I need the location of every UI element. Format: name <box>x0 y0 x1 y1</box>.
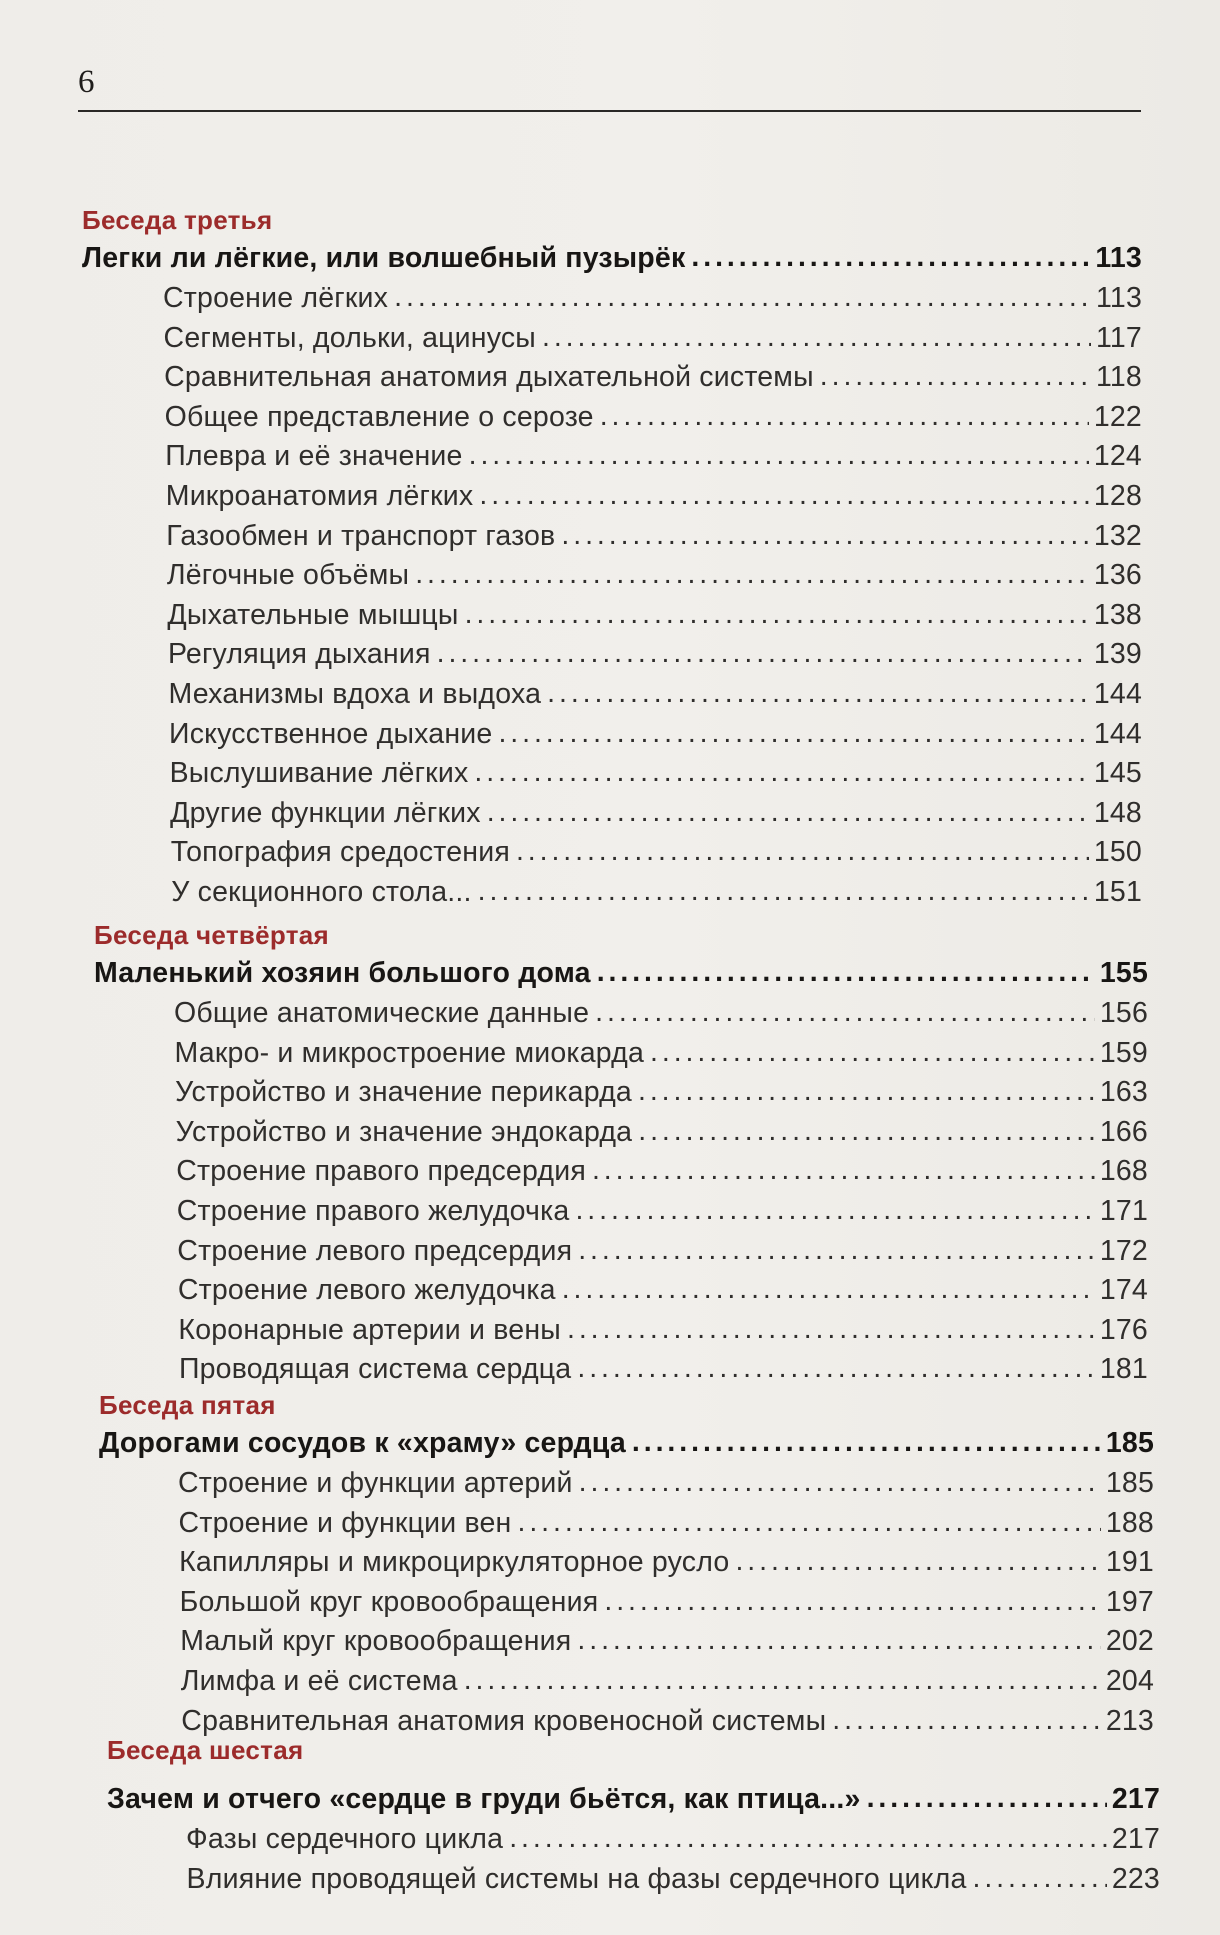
chapter-page: 113 <box>1095 242 1142 274</box>
chapter-page: 217 <box>1111 1783 1160 1815</box>
dot-leader <box>474 754 1088 790</box>
toc-item-title: Искусственное дыхание <box>169 717 493 750</box>
toc-item-title: Капилляры и микроциркуляторное русло <box>179 1546 730 1579</box>
toc-item-page: 150 <box>1093 836 1142 869</box>
toc-item-page: 176 <box>1099 1313 1148 1346</box>
toc-item <box>170 795 1142 831</box>
toc-item-page: 202 <box>1105 1625 1154 1658</box>
toc-item-page: 139 <box>1093 638 1142 671</box>
toc-item-page: 213 <box>1105 1704 1154 1737</box>
chapter-entry <box>99 1425 1154 1461</box>
toc-item-title: Строение правого предсердия <box>176 1155 586 1188</box>
toc-item-title: Строение и функции артерий <box>178 1467 573 1499</box>
dot-leader <box>867 1780 1107 1816</box>
toc-item-title: Плевра и её значение <box>165 440 463 473</box>
toc-item-title: Устройство и значение перикарда <box>175 1076 632 1109</box>
dot-leader <box>487 794 1089 830</box>
chapter-entry <box>107 1781 1160 1817</box>
toc-item <box>170 755 1142 791</box>
page-number: 6 <box>78 64 95 100</box>
chapter-page: 185 <box>1105 1427 1154 1459</box>
dot-leader <box>478 873 1089 909</box>
toc-item-title: Механизмы вдоха и выдоха <box>168 678 542 710</box>
dot-leader <box>516 833 1089 869</box>
toc-item-page: 144 <box>1093 678 1142 710</box>
dot-leader <box>632 1424 1101 1460</box>
toc-item <box>168 636 1142 672</box>
toc-item-title: Строение левого предсердия <box>177 1234 573 1267</box>
toc-item-page: 166 <box>1099 1115 1148 1148</box>
toc-item-page: 113 <box>1095 282 1142 314</box>
toc-item-page: 191 <box>1105 1546 1154 1579</box>
dot-leader <box>597 954 1095 990</box>
chapter-page: 155 <box>1099 957 1148 989</box>
toc-item-title: Проводящая система сердца <box>178 1353 572 1386</box>
toc-item-page: 181 <box>1099 1353 1148 1386</box>
toc-item-title: Устройство и значение эндокарда <box>175 1115 633 1148</box>
toc-item-title: Строение правого желудочка <box>176 1195 570 1227</box>
toc-item <box>174 995 1148 1031</box>
chapter-entry <box>82 240 1142 276</box>
toc-item-title: Большой круг кровообращения <box>179 1585 599 1618</box>
dot-leader <box>820 358 1091 394</box>
toc-item-title: Общие анатомические данные <box>174 997 590 1029</box>
dot-leader <box>650 1034 1095 1070</box>
toc-item-title: Топография средостения <box>170 836 510 869</box>
dot-leader <box>577 1622 1100 1658</box>
toc-item <box>186 1821 1160 1857</box>
toc-item-page: 118 <box>1095 361 1142 394</box>
dot-leader <box>595 994 1095 1030</box>
toc-item <box>179 1351 1148 1387</box>
dot-leader <box>832 1702 1101 1738</box>
toc-item <box>171 874 1142 910</box>
dot-leader <box>415 556 1089 592</box>
toc-item <box>167 557 1142 593</box>
dot-leader <box>691 239 1090 275</box>
toc-item <box>177 1193 1148 1229</box>
toc-item-title: Строение левого желудочка <box>177 1274 556 1307</box>
toc-item-page: 136 <box>1093 559 1142 592</box>
dot-leader <box>469 437 1089 473</box>
toc-item <box>167 597 1142 633</box>
toc-item-title: Макро- и микростроение миокарда <box>174 1036 645 1069</box>
dot-leader <box>604 1583 1100 1619</box>
chapter-title: Дорогами сосудов к «храму» сердца <box>99 1427 626 1459</box>
toc-item-title: Строение и функции вен <box>178 1506 512 1539</box>
dot-leader <box>561 517 1088 553</box>
toc-item-title: Коронарные артерии и вены <box>178 1313 561 1346</box>
toc-item-page: 217 <box>1111 1823 1160 1855</box>
toc-item-page: 188 <box>1105 1506 1154 1539</box>
toc-item-title: Выслушивание лёгких <box>169 757 469 790</box>
chapter-entry <box>94 955 1148 991</box>
toc-item-page: 117 <box>1095 321 1142 354</box>
toc-item-title: Строение лёгких <box>163 282 389 314</box>
toc-item-title: Газообмен и транспорт газов <box>166 519 556 552</box>
section-label: Беседа шестая <box>107 1735 304 1765</box>
toc-item <box>163 280 1142 316</box>
toc-item-page: 168 <box>1099 1155 1148 1188</box>
toc-item-page: 185 <box>1105 1467 1154 1499</box>
toc-item-title: Другие функции лёгких <box>170 796 481 829</box>
dot-leader <box>509 1820 1107 1856</box>
toc-item-page: 144 <box>1093 717 1142 750</box>
toc-item-title: Общее представление о серозе <box>164 400 594 433</box>
toc-item <box>178 1272 1148 1308</box>
toc-item-title: Сравнительная анатомия дыхательной системы <box>164 361 814 394</box>
dot-leader <box>567 1311 1095 1347</box>
dot-leader <box>577 1350 1094 1386</box>
dot-leader <box>600 398 1089 434</box>
toc-item <box>166 518 1142 554</box>
dot-leader <box>464 1662 1101 1698</box>
dot-leader <box>592 1152 1095 1188</box>
toc-item <box>179 1505 1154 1541</box>
toc-item-title: Фазы сердечного цикла <box>186 1823 504 1855</box>
dot-leader <box>394 279 1091 315</box>
toc-item-title: Микроанатомия лёгких <box>165 480 474 512</box>
toc-item <box>175 1074 1148 1110</box>
toc-item-page: 145 <box>1093 757 1142 790</box>
dot-leader <box>638 1113 1095 1149</box>
dot-leader <box>735 1543 1100 1579</box>
toc-item-title: Лимфа и её система <box>180 1665 458 1697</box>
toc-item <box>178 1312 1148 1348</box>
dot-leader <box>638 1073 1095 1109</box>
toc-item-page: 132 <box>1093 519 1142 552</box>
toc-item <box>180 1584 1154 1620</box>
toc-item-title: Влияние проводящей системы на фазы сердечного цикла <box>186 1862 967 1895</box>
toc-item-page: 138 <box>1093 598 1142 631</box>
toc-item <box>176 1153 1148 1189</box>
toc-item <box>164 359 1142 395</box>
dot-leader <box>973 1860 1107 1896</box>
toc-item <box>187 1861 1160 1897</box>
toc-item-page: 174 <box>1099 1274 1148 1307</box>
toc-item-page: 163 <box>1099 1076 1148 1109</box>
toc-item-page: 122 <box>1093 400 1142 433</box>
toc-item-page: 171 <box>1099 1195 1148 1227</box>
chapter-title: Легки ли лёгкие, или волшебный пузырёк <box>82 242 686 274</box>
toc-item <box>181 1703 1154 1739</box>
toc-item <box>166 478 1142 514</box>
toc-item-page: 128 <box>1093 480 1142 512</box>
toc-item-page: 197 <box>1105 1585 1154 1618</box>
toc-item-title: Малый круг кровообращения <box>180 1625 572 1658</box>
toc-item <box>178 1465 1154 1501</box>
dot-leader <box>562 1271 1095 1307</box>
section-label: Беседа третья <box>82 205 273 235</box>
toc-item <box>164 320 1142 356</box>
dot-leader <box>498 715 1088 751</box>
toc-item-page: 151 <box>1093 876 1142 908</box>
toc-item <box>165 438 1142 474</box>
dot-leader <box>437 635 1089 671</box>
toc-item-title: Сравнительная анатомия кровеносной системы <box>181 1704 827 1737</box>
dot-leader <box>547 675 1089 711</box>
section-label: Беседа пятая <box>99 1390 276 1420</box>
dot-leader <box>517 1504 1100 1540</box>
section-label: Беседа четвёртая <box>94 920 330 950</box>
toc-item-page: 124 <box>1093 440 1142 473</box>
toc-item-title: Лёгочные объёмы <box>166 559 410 592</box>
toc-item <box>177 1233 1148 1269</box>
toc-item <box>175 1035 1148 1071</box>
toc-item-page: 148 <box>1093 796 1142 829</box>
dot-leader <box>579 1464 1101 1500</box>
toc-item <box>169 716 1142 752</box>
toc-item <box>176 1114 1148 1150</box>
toc-item-title: Дыхательные мышцы <box>167 598 459 631</box>
dot-leader <box>575 1192 1094 1228</box>
dot-leader <box>578 1232 1095 1268</box>
dot-leader <box>542 319 1091 355</box>
toc-item <box>165 399 1142 435</box>
toc-item <box>169 676 1143 712</box>
toc-item-title: Сегменты, дольки, ацинусы <box>163 321 536 354</box>
chapter-title: Зачем и отчего «сердце в груди бьётся, как птица...» <box>107 1783 861 1815</box>
toc-item-page: 159 <box>1099 1036 1148 1069</box>
toc-item-page: 223 <box>1111 1862 1160 1895</box>
toc-item-page: 156 <box>1099 997 1148 1029</box>
dot-leader <box>465 596 1089 632</box>
toc-item-title: У секционного стола... <box>171 876 472 908</box>
toc-item <box>180 1623 1154 1659</box>
dot-leader <box>479 477 1088 513</box>
toc-item <box>181 1663 1154 1699</box>
toc-item-page: 172 <box>1099 1234 1148 1267</box>
toc-item-title: Регуляция дыхания <box>167 638 431 671</box>
chapter-title: Маленький хозяин большого дома <box>94 957 591 989</box>
toc-item <box>171 834 1142 870</box>
toc-item <box>179 1544 1154 1580</box>
toc-item-page: 204 <box>1105 1665 1154 1697</box>
